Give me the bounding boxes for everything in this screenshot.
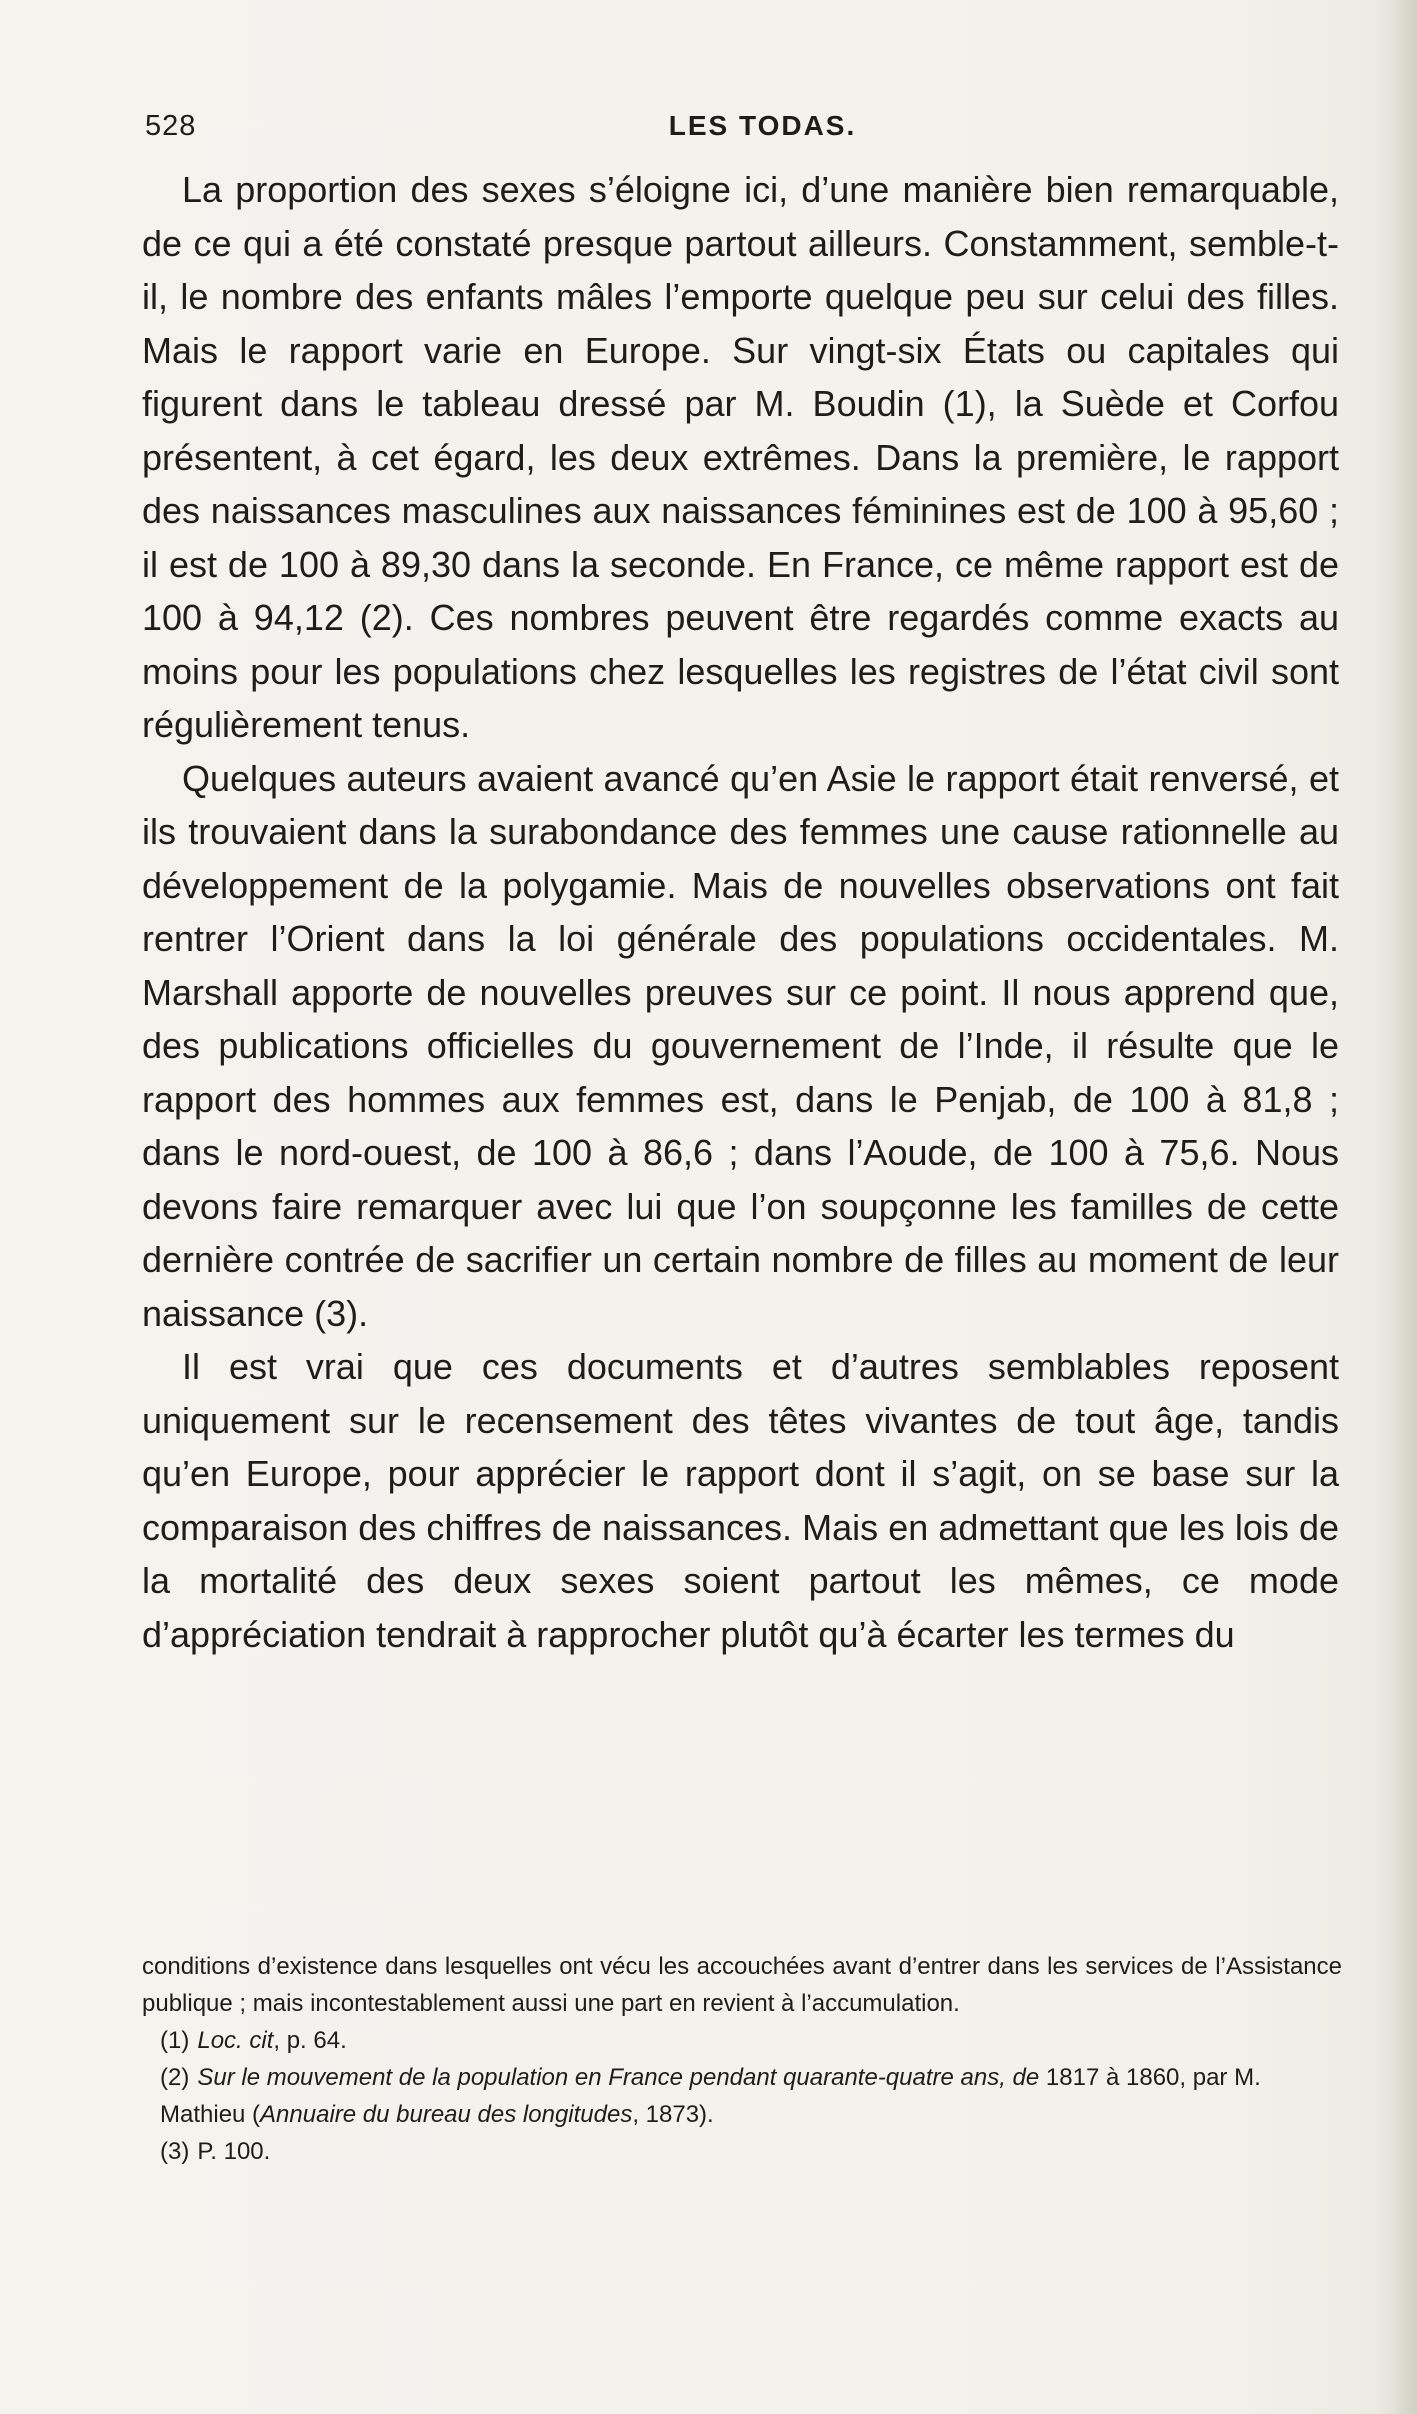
footnote-text: 1817 à 1860, par M. Mathieu ( <box>160 2064 1261 2128</box>
footnote-italic: Sur le mouvement de la population en France pendant quarante-quatre ans, de <box>197 2064 1040 2091</box>
footnote-text: P. 100. <box>197 2138 271 2165</box>
footnote-text: , p. 64. <box>273 2027 347 2054</box>
footnotes <box>142 1948 1342 2170</box>
footnote-2 <box>142 2059 1342 2133</box>
page-number: 528 <box>145 110 197 142</box>
footnote-3 <box>142 2133 1342 2170</box>
running-head: LES TODAS. <box>668 110 857 141</box>
footnote-marker: (1) <box>160 2027 190 2054</box>
paragraph-2: Quelques auteurs avaient avancé qu’en Asie le rapport était renversé, et ils trouvaient dans la surabondance des femmes une cause rationnelle au développement de la polygamie. Mais de nouvelles observations ont fait rentrer l’Orient dans la loi générale des populations occidentales. M. Marshall apporte de nouvelles preuves sur ce point. Il nous apprend que, des publications officielles du gouvernement de l’Inde, il résulte que le rapport des hommes aux femmes est, dans le Penjab, de 100 à 81,8 ; dans le nord-ouest, de 100 à 86,6 ; dans l’Aoude, de 100 à 75,6. Nous devons faire remarquer avec lui que l’on soupçonne les familles de cette dernière contrée de sacrifier un certain nombre de filles au moment de leur naissance (3). <box>142 757 1339 1334</box>
page-header <box>145 110 1340 150</box>
footnote-text: , 1873). <box>632 2101 714 2128</box>
page-edge-shadow <box>1395 0 1417 2414</box>
paragraph-3: Il est vrai que ces documents et d’autres semblables reposent uniquement sur le recensement des têtes vivantes de tout âge, tandis qu’en Europe, pour apprécier le rapport dont il s’agit, on se base sur la comparaison des chiffres de naissances. Mais en admettant que les lois de la mortalité des deux sexes soient partout les mêmes, ce mode d’appréciation tendrait à rapprocher plutôt qu’à écarter les termes du <box>142 1346 1339 1655</box>
paragraph-1: La proportion des sexes s’éloigne ici, d’une manière bien remarquable, de ce qui a été constaté presque partout ailleurs. Constamment, semble-t-il, le nombre des enfants mâles l’emporte quelque peu sur celui des filles. Mais le rapport varie en Europe. Sur vingt-six États ou capitales qui figurent dans le tableau dressé par M. Boudin (1), la Suède et Corfou présentent, à cet égard, les deux extrêmes. Dans la première, le rapport des naissances masculines aux naissances féminines est de 100 à 95,60 ; il est de 100 à 89,30 dans la seconde. En France, ce même rapport est de 100 à 94,12 (2). Ces nombres peuvent être regardés comme exacts au moins pour les populations chez lesquelles les registres de l’état civil sont régulièrement tenus. <box>142 169 1339 745</box>
footnote-marker: (3) <box>160 2138 190 2165</box>
footnote-italic: Loc. cit <box>197 2027 274 2054</box>
main-text <box>142 163 1339 1661</box>
footnote-1 <box>142 2022 1342 2059</box>
footnote-continuation: conditions d’existence dans lesquelles ont vécu les accouchées avant d’entrer dans les services de l’Assistance publique ; mais incontestablement aussi une part en revient à l’accumulation. <box>142 1953 1342 2017</box>
footnote-marker: (2) <box>160 2064 190 2091</box>
footnote-italic: Annuaire du bureau des longitudes <box>260 2101 633 2128</box>
